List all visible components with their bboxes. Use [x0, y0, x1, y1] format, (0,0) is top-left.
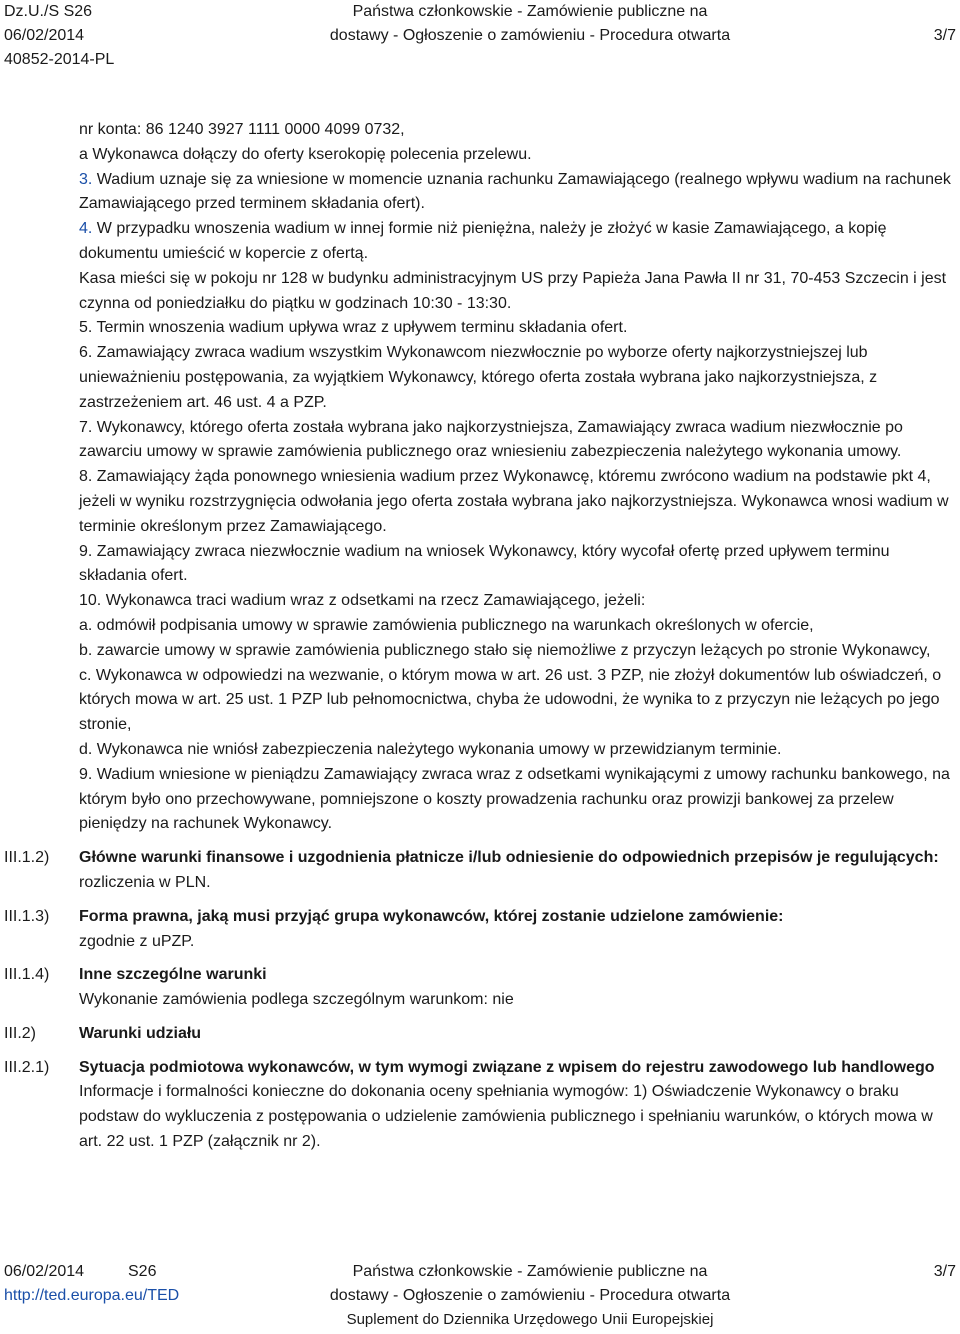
section-text: Wykonanie zamówienia podlega szczególnym warunkom: nie [79, 991, 514, 1009]
section-text: zgodnie z uPZP. [79, 932, 195, 950]
list-number-link[interactable]: 3. [79, 170, 93, 188]
paragraph-text: 7. Wykonawcy, którego oferta została wybrana jako najkorzystniejsza, Zamawiający zwraca wadium niezwłocznie po zawarciu umowy w sprawie zamówienia publicznego oraz wniesieniu zabezpieczenia należytego wykonania umowy. [79, 418, 903, 461]
paragraph [79, 341, 955, 415]
paragraph-text: b. zawarcie umowy w sprawie zamówienia publicznego stało się niemożliwe z przyczyn leżących po stronie Wykonawcy, [79, 641, 931, 659]
paragraph-text: 5. Termin wnoszenia wadium upływa wraz z upływem terminu składania ofert. [79, 319, 628, 337]
section [79, 846, 955, 896]
section-heading: Forma prawna, jaką musi przyjąć grupa wykonawców, której zostanie udzielone zamówienie: [79, 907, 784, 925]
paragraph [79, 416, 955, 466]
section-number-label: III.1.4) [4, 966, 50, 983]
footer-page-number: 3/7 [933, 1263, 956, 1280]
paragraph-text: nr konta: 86 1240 3927 1111 0000 4099 0732, [79, 121, 405, 138]
paragraph [79, 465, 955, 539]
paragraph-text: 10. Wykonawca traci wadium wraz z odsetkami na rzecz Zamawiającego, jeżeli: [79, 592, 646, 610]
section-number-label: III.1.2) [4, 849, 50, 866]
paragraph-text: 6. Zamawiający zwraca wadium wszystkim Wykonawcom niezwłocznie po wyborze oferty najkorzystniejszej lub unieważnieniu postępowania, za wyjątkiem Wykonawcy, którego oferta została wybrana jako najkorzystniejsza, z zastrzeżeniem art. 46 ust. 4 a PZP. [79, 344, 878, 411]
paragraph [79, 316, 955, 341]
footer-supplement: Suplement do Dziennika Urzędowego Unii Europejskiej [346, 1311, 714, 1328]
section-heading: Warunki udziału [79, 1024, 202, 1042]
paragraph [79, 664, 955, 738]
section-text: Informacje i formalności konieczne do dokonania oceny spełniania wymogów: 1) Oświadczenie Wykonawcy o braku podstaw do wykluczenia z postępowania o udzielenie zamówienia publicznego i spełnianiu warunków, o których mowa w art. 22 ust. 1 PZP (załącznik nr 2). [79, 1083, 933, 1151]
footer-series: S26 [128, 1263, 157, 1280]
section-text: rozliczenia w PLN. [79, 873, 211, 891]
footer-title-line1: Państwa członkowskie - Zamówienie publiczne na [352, 1263, 708, 1280]
paragraph-text: Kasa mieści się w pokoju nr 128 w budynku administracyjnym US przy Papieża Jana Pawła II nr 31, 70-453 Szczecin i jest czynna od poniedziałku do piątku w godzinach 10:30 - 13:30. [79, 269, 947, 312]
paragraph [79, 589, 955, 614]
paragraph [79, 143, 955, 168]
page-header [0, 0, 960, 72]
footer-date: 06/02/2014 [4, 1263, 85, 1280]
paragraph [79, 639, 955, 664]
section [79, 963, 955, 1013]
journal-ref: Dz.U./S S26 [4, 3, 93, 20]
section [79, 1022, 955, 1047]
paragraph-text: 9. Wadium wniesione w pieniądzu Zamawiający zwraca wraz z odsetkami wynikającymi z umowy rachunku bankowego, na którym było ono przechowywane, pomniejszone o koszty prowadzenia rachunku oraz prowizji bankowej za przelew pieniędzy na rachunek Wykonawcy. [79, 765, 950, 833]
paragraph-list [79, 118, 955, 837]
section-list [79, 846, 955, 1155]
paragraph-text: a. odmówił podpisania umowy w sprawie zamówienia publicznego na warunkach określonych w ofercie, [79, 616, 814, 634]
document-body [79, 118, 955, 1155]
paragraph-text: 9. Zamawiający zwraca niezwłocznie wadium na wniosek Wykonawcy, który wycofał ofertę przed upływem terminu składania ofert. [79, 542, 890, 585]
section-number-label: III.2.1) [4, 1059, 50, 1076]
paragraph-text: c. Wykonawca w odpowiedzi na wezwanie, o którym mowa w art. 26 ust. 3 PZP, nie złożył dokumentów lub oświadczeń, o których mowa w art. 25 ust. 1 PZP lub pełnomocnictwa, chyba że udowodni, że wynika to z przyczyn nie leżących po jego stronie, [79, 666, 942, 734]
notice-number: 40852-2014-PL [4, 51, 115, 68]
paragraph [79, 168, 955, 218]
footer-title-line2: dostawy - Ogłoszenie o zamówieniu - Procedura otwarta [329, 1287, 731, 1304]
paragraph [79, 118, 955, 143]
paragraph [79, 267, 955, 317]
section-heading: Sytuacja podmiotowa wykonawców, w tym wymogi związane z wpisem do rejestru zawodowego lub handlowego [79, 1058, 935, 1076]
paragraph [79, 763, 955, 837]
paragraph-text: d. Wykonawca nie wniósł zabezpieczenia należytego wykonania umowy w przewidzianym terminie. [79, 740, 782, 758]
section-number-label: III.1.3) [4, 908, 50, 925]
header-date: 06/02/2014 [4, 27, 85, 44]
paragraph [79, 738, 955, 763]
paragraph [79, 614, 955, 639]
paragraph-text: a Wykonawca dołączy do oferty kserokopię polecenia przelewu. [79, 145, 532, 163]
paragraph [79, 540, 955, 590]
paragraph-text: W przypadku wnoszenia wadium w innej formie niż pieniężna, należy je złożyć w kasie Zamawiającego, a kopię dokumentu umieścić w kopercie z ofertą. [79, 220, 887, 262]
page-footer [0, 1260, 960, 1334]
paragraph-text: 8. Zamawiający żąda ponownego wniesienia wadium przez Wykonawcę, któremu zwrócono wadium na podstawie pkt 4, jeżeli w wyniku rozstrzygnięcia odwołania jego oferta została wybrana jako najkorzystniejsza. Wykonawca wnosi wadium w terminie określonym przez Zamawiającego. [79, 468, 949, 535]
section [79, 1056, 955, 1155]
section [79, 905, 955, 955]
header-title-line2: dostawy - Ogłoszenie o zamówieniu - Procedura otwarta [329, 27, 731, 44]
header-center [300, 0, 760, 48]
list-number-link[interactable]: 4. [79, 220, 93, 238]
header-left [4, 0, 114, 72]
paragraph [79, 217, 955, 267]
footer-center [300, 1260, 760, 1332]
section-heading: Główne warunki finansowe i uzgodnienia płatnicze i/lub odniesienie do odpowiednich przepisów je regulujących: [79, 849, 939, 867]
paragraph-text: Wadium uznaje się za wniesione w momencie uznania rachunku Zamawiającego (realnego wpływu wadium na rachunek Zamawiającego przed terminem składania ofert). [79, 170, 951, 213]
footer-url-link[interactable]: http://ted.europa.eu/TED [4, 1287, 180, 1304]
header-title-line1: Państwa członkowskie - Zamówienie publiczne na [352, 3, 708, 20]
section-number-label: III.2) [4, 1025, 37, 1042]
header-page-number: 3/7 [933, 27, 956, 44]
section-heading: Inne szczególne warunki [79, 966, 267, 984]
